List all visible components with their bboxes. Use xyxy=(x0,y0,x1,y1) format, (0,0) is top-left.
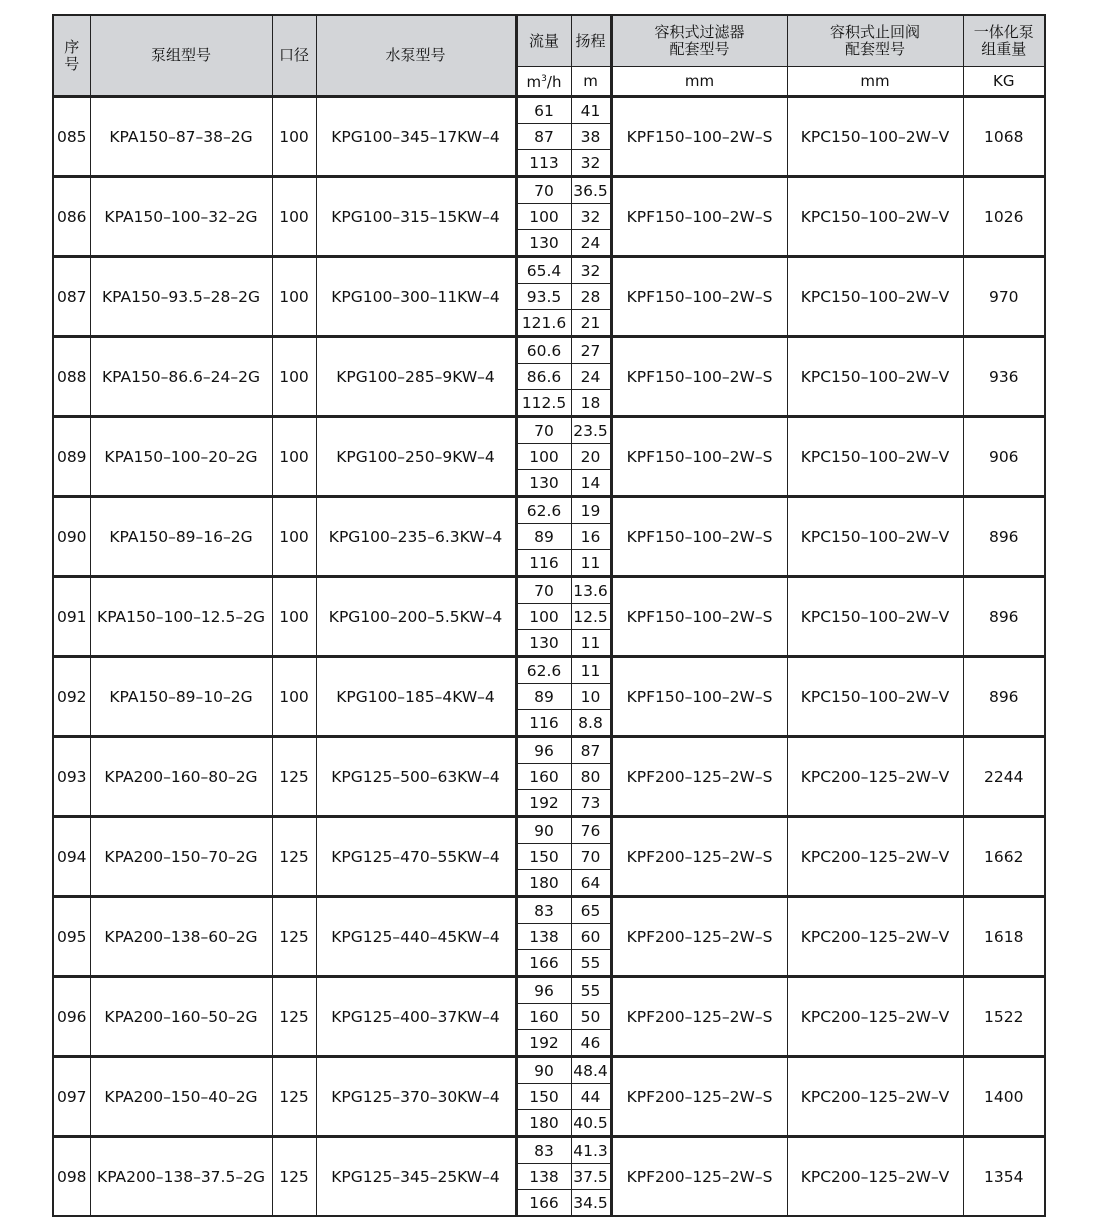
cell-flow: 86.6 xyxy=(516,364,571,390)
cell-seq: 088 xyxy=(53,337,90,417)
cell-flow: 160 xyxy=(516,764,571,790)
cell-weight: 1400 xyxy=(963,1057,1045,1137)
cell-unit-model: KPA150–89–10–2G xyxy=(90,657,272,737)
cell-flow: 90 xyxy=(516,817,571,844)
cell-diameter: 125 xyxy=(272,977,316,1057)
header-weight: 一体化泵 组重量 xyxy=(963,15,1045,67)
pump-spec-table xyxy=(52,14,1046,1217)
cell-flow: 61 xyxy=(516,97,571,124)
cell-flow: 138 xyxy=(516,1164,571,1190)
cell-head: 8.8 xyxy=(571,710,611,737)
cell-flow: 192 xyxy=(516,790,571,817)
cell-seq: 096 xyxy=(53,977,90,1057)
cell-flow: 62.6 xyxy=(516,657,571,684)
cell-head: 44 xyxy=(571,1084,611,1110)
cell-weight: 896 xyxy=(963,657,1045,737)
table-row xyxy=(53,337,1045,364)
cell-pump-model: KPG125–370–30KW–4 xyxy=(316,1057,516,1137)
cell-flow: 100 xyxy=(516,444,571,470)
cell-unit-model: KPA150–89–16–2G xyxy=(90,497,272,577)
cell-valve: KPC150–100–2W–V xyxy=(787,657,963,737)
cell-weight: 1618 xyxy=(963,897,1045,977)
cell-head: 27 xyxy=(571,337,611,364)
unit-weight: KG xyxy=(963,67,1045,97)
cell-head: 36.5 xyxy=(571,177,611,204)
cell-filter: KPF200–125–2W–S xyxy=(611,737,787,817)
cell-flow: 116 xyxy=(516,710,571,737)
cell-unit-model: KPA200–150–40–2G xyxy=(90,1057,272,1137)
cell-diameter: 125 xyxy=(272,737,316,817)
cell-weight: 936 xyxy=(963,337,1045,417)
cell-diameter: 100 xyxy=(272,657,316,737)
cell-filter: KPF150–100–2W–S xyxy=(611,657,787,737)
unit-flow: $m^3/h$ xyxy=(516,67,571,97)
cell-flow: 150 xyxy=(516,844,571,870)
cell-valve: KPC150–100–2W–V xyxy=(787,337,963,417)
cell-flow: 113 xyxy=(516,150,571,177)
cell-head: 73 xyxy=(571,790,611,817)
table-row xyxy=(53,737,1045,764)
cell-head: 11 xyxy=(571,657,611,684)
cell-pump-model: KPG125–345–25KW–4 xyxy=(316,1137,516,1217)
table-row xyxy=(53,97,1045,124)
table-row xyxy=(53,257,1045,284)
table-row xyxy=(53,1057,1045,1084)
cell-unit-model: KPA200–160–50–2G xyxy=(90,977,272,1057)
cell-unit-model: KPA150–87–38–2G xyxy=(90,97,272,177)
cell-head: 60 xyxy=(571,924,611,950)
cell-weight: 1522 xyxy=(963,977,1045,1057)
unit-valve: mm xyxy=(787,67,963,97)
cell-flow: 93.5 xyxy=(516,284,571,310)
cell-head: 16 xyxy=(571,524,611,550)
cell-head: 80 xyxy=(571,764,611,790)
cell-pump-model: KPG100–250–9KW–4 xyxy=(316,417,516,497)
cell-flow: 138 xyxy=(516,924,571,950)
cell-diameter: 125 xyxy=(272,897,316,977)
cell-head: 11 xyxy=(571,630,611,657)
cell-seq: 087 xyxy=(53,257,90,337)
cell-flow: 166 xyxy=(516,1190,571,1217)
cell-pump-model: KPG125–500–63KW–4 xyxy=(316,737,516,817)
cell-valve: KPC150–100–2W–V xyxy=(787,257,963,337)
cell-filter: KPF150–100–2W–S xyxy=(611,257,787,337)
header-unit-model: 泵组型号 xyxy=(90,15,272,97)
cell-flow: 150 xyxy=(516,1084,571,1110)
cell-flow: 96 xyxy=(516,977,571,1004)
cell-flow: 70 xyxy=(516,177,571,204)
cell-seq: 093 xyxy=(53,737,90,817)
table-row xyxy=(53,977,1045,1004)
cell-flow: 130 xyxy=(516,470,571,497)
cell-seq: 090 xyxy=(53,497,90,577)
table-row xyxy=(53,1137,1045,1164)
cell-pump-model: KPG100–300–11KW–4 xyxy=(316,257,516,337)
header-head: 扬程 xyxy=(571,15,611,67)
cell-head: 28 xyxy=(571,284,611,310)
cell-diameter: 100 xyxy=(272,97,316,177)
cell-valve: KPC200–125–2W–V xyxy=(787,817,963,897)
table-header xyxy=(53,15,1045,97)
cell-flow: 89 xyxy=(516,684,571,710)
cell-head: 76 xyxy=(571,817,611,844)
cell-valve: KPC150–100–2W–V xyxy=(787,417,963,497)
cell-head: 64 xyxy=(571,870,611,897)
cell-head: 24 xyxy=(571,230,611,257)
cell-weight: 1026 xyxy=(963,177,1045,257)
cell-head: 32 xyxy=(571,204,611,230)
spec-table-container xyxy=(52,14,1046,1217)
cell-head: 41 xyxy=(571,97,611,124)
cell-head: 32 xyxy=(571,150,611,177)
header-filter: 容积式过滤器 配套型号 xyxy=(611,15,787,67)
cell-flow: 87 xyxy=(516,124,571,150)
cell-head: 23.5 xyxy=(571,417,611,444)
table-row xyxy=(53,657,1045,684)
header-valve: 容积式止回阀 配套型号 xyxy=(787,15,963,67)
cell-seq: 094 xyxy=(53,817,90,897)
header-flow: 流量 xyxy=(516,15,571,67)
cell-unit-model: KPA150–100–20–2G xyxy=(90,417,272,497)
cell-pump-model: KPG125–470–55KW–4 xyxy=(316,817,516,897)
cell-head: 34.5 xyxy=(571,1190,611,1217)
unit-filter: mm xyxy=(611,67,787,97)
header-seq: 序 号 xyxy=(53,15,90,97)
cell-flow: 96 xyxy=(516,737,571,764)
cell-weight: 2244 xyxy=(963,737,1045,817)
cell-weight: 896 xyxy=(963,577,1045,657)
cell-head: 40.5 xyxy=(571,1110,611,1137)
cell-head: 12.5 xyxy=(571,604,611,630)
cell-diameter: 100 xyxy=(272,497,316,577)
cell-unit-model: KPA200–150–70–2G xyxy=(90,817,272,897)
cell-head: 41.3 xyxy=(571,1137,611,1164)
cell-flow: 130 xyxy=(516,230,571,257)
cell-flow: 180 xyxy=(516,870,571,897)
cell-pump-model: KPG100–345–17KW–4 xyxy=(316,97,516,177)
cell-head: 13.6 xyxy=(571,577,611,604)
cell-filter: KPF200–125–2W–S xyxy=(611,1137,787,1217)
cell-filter: KPF150–100–2W–S xyxy=(611,417,787,497)
cell-head: 11 xyxy=(571,550,611,577)
cell-flow: 65.4 xyxy=(516,257,571,284)
cell-weight: 896 xyxy=(963,497,1045,577)
cell-pump-model: KPG125–440–45KW–4 xyxy=(316,897,516,977)
cell-flow: 112.5 xyxy=(516,390,571,417)
cell-head: 55 xyxy=(571,950,611,977)
cell-valve: KPC150–100–2W–V xyxy=(787,97,963,177)
cell-filter: KPF200–125–2W–S xyxy=(611,897,787,977)
cell-diameter: 100 xyxy=(272,337,316,417)
cell-valve: KPC200–125–2W–V xyxy=(787,977,963,1057)
cell-seq: 095 xyxy=(53,897,90,977)
cell-valve: KPC200–125–2W–V xyxy=(787,897,963,977)
cell-valve: KPC200–125–2W–V xyxy=(787,1057,963,1137)
cell-flow: 62.6 xyxy=(516,497,571,524)
cell-valve: KPC200–125–2W–V xyxy=(787,1137,963,1217)
cell-seq: 089 xyxy=(53,417,90,497)
cell-head: 48.4 xyxy=(571,1057,611,1084)
cell-filter: KPF150–100–2W–S xyxy=(611,97,787,177)
cell-flow: 100 xyxy=(516,604,571,630)
cell-flow: 70 xyxy=(516,417,571,444)
header-pump-model: 水泵型号 xyxy=(316,15,516,97)
cell-filter: KPF150–100–2W–S xyxy=(611,577,787,657)
cell-pump-model: KPG100–185–4KW–4 xyxy=(316,657,516,737)
cell-head: 70 xyxy=(571,844,611,870)
cell-unit-model: KPA200–160–80–2G xyxy=(90,737,272,817)
cell-pump-model: KPG100–235–6.3KW–4 xyxy=(316,497,516,577)
cell-flow: 70 xyxy=(516,577,571,604)
header-diameter: 口径 xyxy=(272,15,316,97)
cell-diameter: 125 xyxy=(272,1137,316,1217)
cell-head: 37.5 xyxy=(571,1164,611,1190)
table-row xyxy=(53,577,1045,604)
cell-head: 46 xyxy=(571,1030,611,1057)
cell-seq: 097 xyxy=(53,1057,90,1137)
cell-unit-model: KPA150–100–12.5–2G xyxy=(90,577,272,657)
cell-pump-model: KPG125–400–37KW–4 xyxy=(316,977,516,1057)
cell-pump-model: KPG100–285–9KW–4 xyxy=(316,337,516,417)
cell-head: 18 xyxy=(571,390,611,417)
cell-valve: KPC200–125–2W–V xyxy=(787,737,963,817)
cell-valve: KPC150–100–2W–V xyxy=(787,497,963,577)
cell-head: 87 xyxy=(571,737,611,764)
cell-flow: 130 xyxy=(516,630,571,657)
table-row xyxy=(53,497,1045,524)
table-row xyxy=(53,897,1045,924)
cell-filter: KPF150–100–2W–S xyxy=(611,177,787,257)
cell-pump-model: KPG100–315–15KW–4 xyxy=(316,177,516,257)
cell-unit-model: KPA150–100–32–2G xyxy=(90,177,272,257)
cell-diameter: 125 xyxy=(272,817,316,897)
cell-filter: KPF200–125–2W–S xyxy=(611,1057,787,1137)
table-row xyxy=(53,417,1045,444)
cell-flow: 180 xyxy=(516,1110,571,1137)
cell-head: 38 xyxy=(571,124,611,150)
cell-head: 24 xyxy=(571,364,611,390)
cell-filter: KPF150–100–2W–S xyxy=(611,497,787,577)
cell-flow: 192 xyxy=(516,1030,571,1057)
cell-head: 55 xyxy=(571,977,611,1004)
table-row xyxy=(53,177,1045,204)
unit-head: m xyxy=(571,67,611,97)
cell-diameter: 100 xyxy=(272,177,316,257)
cell-diameter: 100 xyxy=(272,577,316,657)
cell-flow: 89 xyxy=(516,524,571,550)
cell-flow: 121.6 xyxy=(516,310,571,337)
cell-seq: 091 xyxy=(53,577,90,657)
cell-filter: KPF150–100–2W–S xyxy=(611,337,787,417)
cell-seq: 085 xyxy=(53,97,90,177)
cell-seq: 086 xyxy=(53,177,90,257)
cell-flow: 83 xyxy=(516,897,571,924)
cell-weight: 970 xyxy=(963,257,1045,337)
cell-weight: 1662 xyxy=(963,817,1045,897)
cell-diameter: 100 xyxy=(272,417,316,497)
cell-flow: 90 xyxy=(516,1057,571,1084)
cell-seq: 092 xyxy=(53,657,90,737)
cell-head: 14 xyxy=(571,470,611,497)
cell-flow: 116 xyxy=(516,550,571,577)
cell-weight: 906 xyxy=(963,417,1045,497)
cell-diameter: 125 xyxy=(272,1057,316,1137)
table-body xyxy=(53,97,1045,1217)
cell-filter: KPF200–125–2W–S xyxy=(611,817,787,897)
cell-unit-model: KPA200–138–60–2G xyxy=(90,897,272,977)
cell-flow: 160 xyxy=(516,1004,571,1030)
cell-head: 21 xyxy=(571,310,611,337)
table-row xyxy=(53,817,1045,844)
cell-unit-model: KPA200–138–37.5–2G xyxy=(90,1137,272,1217)
cell-flow: 83 xyxy=(516,1137,571,1164)
cell-flow: 100 xyxy=(516,204,571,230)
cell-head: 50 xyxy=(571,1004,611,1030)
cell-head: 65 xyxy=(571,897,611,924)
cell-flow: 60.6 xyxy=(516,337,571,364)
cell-valve: KPC150–100–2W–V xyxy=(787,577,963,657)
cell-valve: KPC150–100–2W–V xyxy=(787,177,963,257)
cell-weight: 1068 xyxy=(963,97,1045,177)
cell-pump-model: KPG100–200–5.5KW–4 xyxy=(316,577,516,657)
cell-weight: 1354 xyxy=(963,1137,1045,1217)
cell-head: 32 xyxy=(571,257,611,284)
cell-seq: 098 xyxy=(53,1137,90,1217)
cell-diameter: 100 xyxy=(272,257,316,337)
cell-head: 19 xyxy=(571,497,611,524)
cell-filter: KPF200–125–2W–S xyxy=(611,977,787,1057)
cell-head: 10 xyxy=(571,684,611,710)
cell-flow: 166 xyxy=(516,950,571,977)
cell-head: 20 xyxy=(571,444,611,470)
cell-unit-model: KPA150–93.5–28–2G xyxy=(90,257,272,337)
cell-unit-model: KPA150–86.6–24–2G xyxy=(90,337,272,417)
